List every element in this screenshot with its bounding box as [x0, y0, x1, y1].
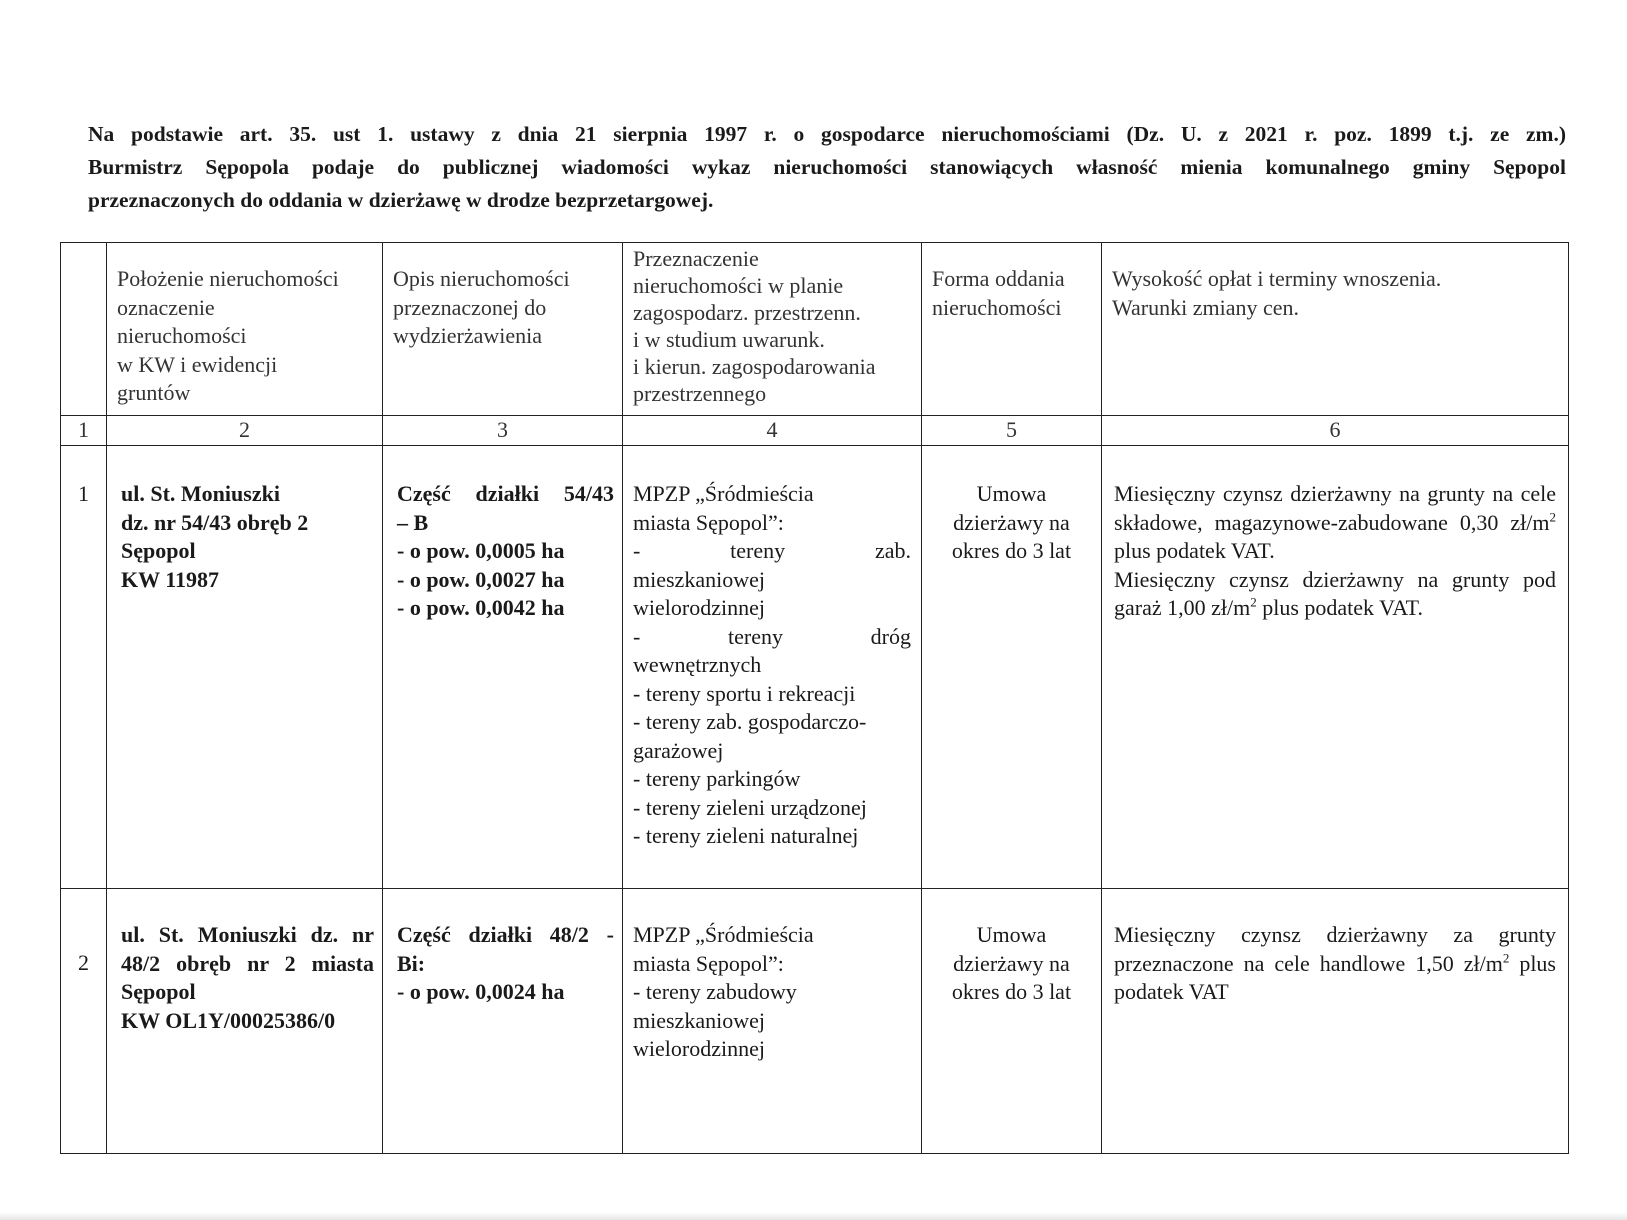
description-line: - o pow. 0,0005 ha: [397, 538, 565, 563]
description-line: - o pow. 0,0042 ha: [397, 595, 565, 620]
zoning-line: wielorodzinnej: [633, 595, 765, 620]
location-line: ul. St. Moniuszki dz. nr: [121, 922, 374, 947]
lease-form-cell: [922, 889, 1102, 1154]
column-number: 3: [383, 416, 623, 446]
property-list-table: [60, 242, 1569, 1154]
location-line: dz. nr 54/43 obręb 2: [121, 509, 309, 535]
description-cell: [383, 446, 623, 889]
location-line: Sępopol: [121, 979, 196, 1004]
lease-form-cell: [922, 446, 1102, 889]
row-number: 2: [61, 889, 107, 1154]
row-number: 1: [61, 446, 107, 889]
zoning-line: wewnętrznych: [633, 652, 762, 677]
header-opis: Opis nieruchomości przeznaczonej do wydzierżawienia: [383, 243, 623, 416]
zoning-line: MPZP „Śródmieścia: [633, 481, 814, 506]
description-line: - o pow. 0,0024 ha: [397, 979, 565, 1004]
description-line: – B: [397, 509, 429, 535]
zoning-plan-cell: [623, 446, 922, 889]
intro-line-3: przeznaczonych do oddania w dzierżawę w drodze bezprzetargowej.: [88, 188, 714, 212]
description-line: Bi:: [397, 950, 426, 976]
location-line: KW OL1Y/00025386/0: [121, 1007, 336, 1033]
fee-paragraph: Miesięczny czynsz dzierżawny za grunty przeznaczone na cele handlowe 1,50 $zł/m^2$ plus podatek VAT: [1114, 922, 1556, 1004]
zoning-line: - tereny zab. gospodarczo-: [633, 709, 867, 734]
location-line: KW 11987: [121, 566, 220, 592]
column-number-row: [61, 416, 1569, 446]
zoning-line: miasta Sępopol”:: [633, 950, 784, 976]
lease-form-text: Umowa dzierżawy na okres do 3 lat: [951, 922, 1072, 1004]
column-number: 2: [107, 416, 383, 446]
description-line: Część działki 48/2 -: [397, 922, 614, 947]
header-przeznaczenie: Przeznaczenie nieruchomości w planie zagospodarz. przestrzenn. i w studium uwarunk. i kierun. zagospodarowania przestrzennego: [623, 243, 922, 416]
zoning-line: - tereny zab.: [633, 538, 911, 563]
header-forma: Forma oddania nieruchomości: [922, 243, 1102, 416]
header-polozenie: Położenie nieruchomości oznaczenie nieruchomości w KW i ewidencji gruntów: [107, 243, 383, 416]
table-row: [61, 889, 1569, 1154]
zoning-line: mieszkaniowej: [633, 1007, 765, 1033]
intro-paragraph: [88, 118, 1566, 217]
intro-line-1: Na podstawie art. 35. ust 1. ustawy z dnia 21 sierpnia 1997 r. o gospodarce nieruchomościami (Dz. U. z 2021 r. poz. 1899 t.j. ze zm.): [88, 122, 1566, 146]
zoning-line: - tereny zieleni naturalnej: [633, 823, 859, 848]
column-number: 6: [1102, 416, 1569, 446]
header-oplaty: Wysokość opłat i terminy wnoszenia. Warunki zmiany cen.: [1102, 243, 1569, 416]
scan-edge-shadow: [0, 1212, 1627, 1220]
column-number: 5: [922, 416, 1102, 446]
zoning-line: - tereny zieleni urządzonej: [633, 794, 867, 820]
column-number: 4: [623, 416, 922, 446]
intro-line-2: Burmistrz Sępopola podaje do publicznej wiadomości wykaz nieruchomości stanowiących własność mienia komunalnego gminy Sępopol: [88, 155, 1566, 179]
location-cell: [107, 446, 383, 889]
zoning-line: mieszkaniowej: [633, 566, 765, 592]
fees-cell: [1102, 446, 1569, 889]
header-lp: [61, 243, 107, 416]
zoning-line: - tereny dróg: [633, 623, 911, 649]
zoning-plan-cell: [623, 889, 922, 1154]
zoning-line: - tereny sportu i rekreacji: [633, 680, 856, 706]
zoning-line: wielorodzinnej: [633, 1036, 765, 1061]
table-row: [61, 446, 1569, 889]
zoning-line: MPZP „Śródmieścia: [633, 922, 814, 947]
zoning-line: - tereny zabudowy: [633, 979, 797, 1004]
zoning-line: miasta Sępopol”:: [633, 509, 784, 535]
table-header-row: [61, 243, 1569, 416]
column-number: 1: [61, 416, 107, 446]
zoning-line: garażowej: [633, 737, 724, 763]
location-cell: [107, 889, 383, 1154]
fees-cell: [1102, 889, 1569, 1154]
location-line: Sępopol: [121, 538, 196, 563]
location-line: ul. St. Moniuszki: [121, 481, 280, 506]
lease-form-text: Umowa dzierżawy na okres do 3 lat: [951, 481, 1072, 563]
fee-paragraph: Miesięczny czynsz dzierżawny na grunty na cele składowe, magazynowe-zabudowane 0,30 $zł/m^2$ plus podatek VAT.: [1114, 481, 1556, 563]
location-line: 48/2 obręb nr 2 miasta: [121, 950, 374, 976]
description-line: Część działki 54/43: [397, 481, 614, 506]
description-line: - o pow. 0,0027 ha: [397, 566, 565, 592]
zoning-line: - tereny parkingów: [633, 766, 801, 791]
fee-paragraph: Miesięczny czynsz dzierżawny na grunty pod garaż 1,00 $zł/m^2$ plus podatek VAT.: [1114, 566, 1556, 620]
description-cell: [383, 889, 623, 1154]
